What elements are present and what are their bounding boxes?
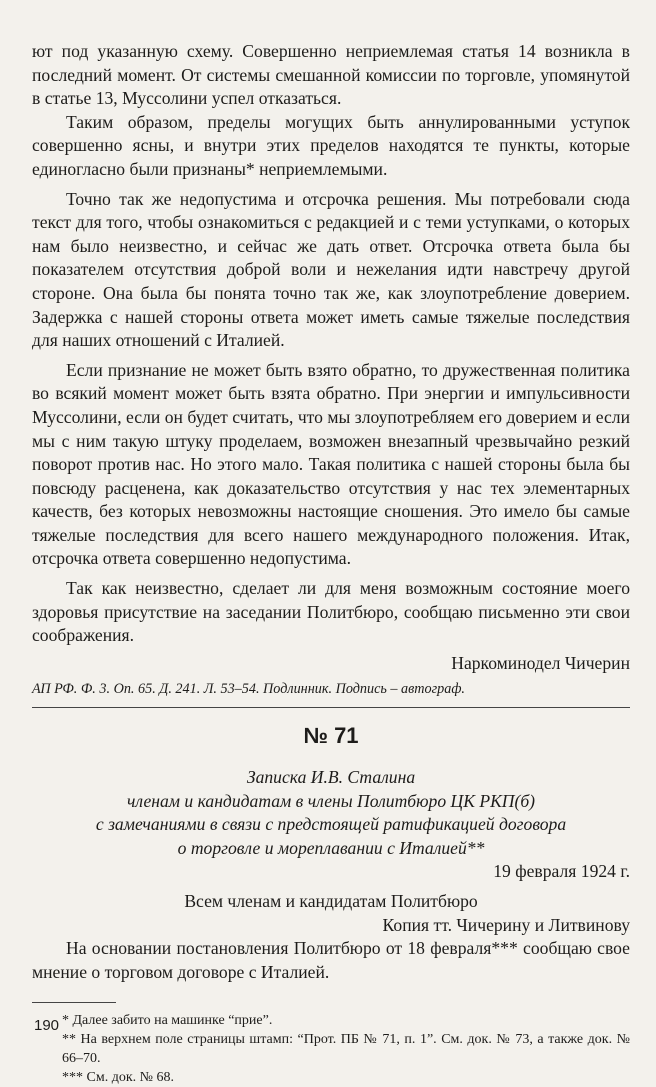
document-number: № 71 (303, 723, 359, 749)
footnote-divider (32, 1002, 116, 1003)
paragraph: Так как неизвестно, сделает ли для меня возможным состояние моего здоровья присутствие на заседании Политбюро, сообщаю письменно эти свои соображения. (32, 578, 630, 646)
document-title-line: с замечаниями в связи с предстоящей ратификацией договора (95, 814, 567, 835)
paragraph: Точно так же недопустима и отсрочка решения. Мы потребовали сюда текст для того, чтобы ознакомиться с редакцией и с теми уступками, о которых нам было неизвестно, и сейчас же дать ответ. Отсрочка ответа была бы показателем отсутствия доброй воли и нежелания идти навстречу другой стороне. Она была бы понята точно так же, как злоупотребление доверием. Задержка с нашей стороны ответа может иметь самые тяжелые последствия для наших отношений с Италией. (32, 188, 630, 351)
paragraph: Таким образом, пределы могущих быть аннулированными уступок совершенно ясны, и внутри этих пределов находятся те пункты, которые единогласно были признаны* неприемлемыми. (32, 111, 630, 179)
copy-recipients: Копия тт. Чичерину и Литвинову (382, 914, 630, 935)
page-text (32, 40, 630, 1087)
paragraph-continued: ют под указанную схему. Совершенно неприемлемая статья 14 возникла в последний момент. От системы смешанной комиссии по торговле, упомянутой в статье 13, Муссолини успел отказаться. (32, 41, 630, 109)
footnote: ** На верхнем поле страницы штамп: “Прот. ПБ № 71, п. 1”. См. док. № 73, а также док. № 66–70. (62, 1032, 630, 1067)
footnote: *** См. док. № 68. (62, 1070, 174, 1086)
paragraph: Если признание не может быть взято обратно, то дружественная политика во всякий момент может быть взята обратно. При энергии и импульсивности Муссолини, если он будет считать, что мы злоупотребляем его доверием и если мы с ним такую штуку проделаем, возможен внезапный чрезвычайно резкий поворот против нас. Но этого мало. Такая политика с нашей стороны была бы повсюду расценена, как доказательство отсутствия у нас тех элементарных качеств, без которых невозможны настоящие сношения. Это имело бы самые тяжелые последствия для всего нашего международного положения. Итак, отсрочка ответа совершенно недопустима. (32, 359, 630, 569)
document-title-line: Записка И.В. Сталина (246, 767, 416, 788)
footnote: * Далее забито на машинке “прие”. (62, 1013, 273, 1029)
page-number: 190 (34, 1017, 60, 1034)
section-divider (32, 707, 630, 708)
archive-source-reference: АП РФ. Ф. 3. Оп. 65. Д. 241. Л. 53–54. Подлинник. Подпись – автограф. (32, 681, 465, 698)
paragraph: На основании постановления Политбюро от 18 февраля*** сообщаю свое мнение о торговом договоре с Италией. (32, 938, 630, 982)
addressee: Всем членам и кандидатам Политбюро (184, 891, 478, 911)
document-date: 19 февраля 1924 г. (493, 861, 630, 882)
signature: Наркоминодел Чичерин (451, 652, 630, 673)
document-title-line: о торговле и мореплавании с Италией** (177, 837, 485, 858)
document-title-line: членам и кандидатам в члены Политбюро ЦК РКП(б) (126, 790, 536, 811)
